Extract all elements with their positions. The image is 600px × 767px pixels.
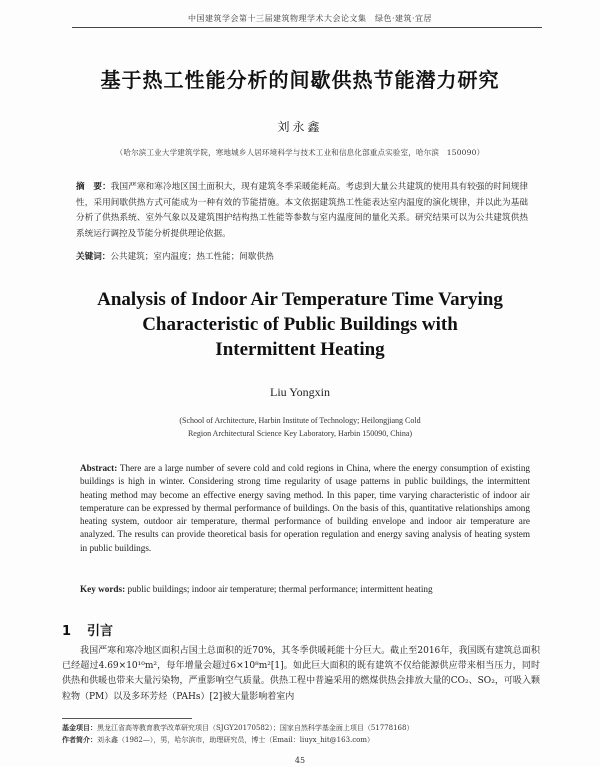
english-keywords-text: public buildings; indoor air temperature; thermal performance; intermittent heating [127, 584, 433, 594]
author-bio-note [62, 734, 540, 746]
english-affiliation-line: (School of Architecture, Harbin Institute of Technology; Heilongjiang Cold [179, 416, 421, 425]
chinese-abstract-label: 摘 要： [76, 182, 111, 192]
chinese-title: 基于热工性能分析的间歇供热节能潜力研究 [100, 68, 500, 92]
english-title [60, 287, 540, 362]
footnote [62, 722, 540, 746]
english-keywords [80, 583, 530, 596]
chinese-keywords [76, 250, 528, 265]
funding-text: 黑龙江省高等教育教学改革研究项目（SJGY20170582）；国家自然科学基金面上项目（51778168） [97, 724, 414, 732]
english-keywords-label: Key words: [80, 584, 126, 594]
running-header: 中国建筑学会第十三届建筑物理学术大会论文集 绿色·建筑·宜居 [187, 14, 433, 23]
english-abstract-text: There are a large number of severe cold and cold regions in China, where the energy consumption of existing buildings is high in winter. Considering strong time regularity of usage patterns in public buildings, the intermittent heating method may become an effective energy saving method. In this paper, time varying characteristic of indoor air temperature can be expressed by thermal performance of buildings. On the basis of this, quantitative relationships among heating system, outdoor air temperature, thermal performance of building envelope and indoor air temperature are analyzed. The results can provide theoretical basis for operation regulation and energy saving analysis of heating system in public buildings. [80, 463, 531, 553]
english-title-line: Intermittent Heating [215, 339, 385, 360]
english-author: Liu Yongxin [269, 385, 331, 399]
chinese-abstract [76, 180, 528, 242]
footnote-rule [62, 718, 192, 719]
english-affiliation-line: Region Architectural Science Key Laboratory, Harbin 150090, China) [187, 429, 413, 438]
funding-label: 基金项目： [62, 723, 97, 732]
english-title-line: Analysis of Indoor Air Temperature Time Varying [97, 289, 503, 310]
chinese-abstract-text: 我国严寒和寒冷地区国土面积大，现有建筑冬季采暖能耗高。考虑到大量公共建筑的使用具有较强的时间规律性，采用间歇供热方式可能成为一种有效的节能措施。本文依据建筑热工性能表达室内温度的演化规律，并以此为基础分析了供热系统、室外气象以及建筑围护结构热工性能等参数与室内温度间的量化关系。研究结果可以为公共建筑供热系统运行调控及节能分析提供理论依据。 [76, 182, 528, 239]
chinese-author: 刘永鑫 [277, 120, 323, 134]
english-affiliation [80, 414, 520, 440]
introduction-paragraph: 我国严寒和寒冷地区面积占国土总面积的近70%，其冬季供暖耗能十分巨大。截止至2016年，我国既有建筑总面积已经超过4.69×10¹⁰m²，每年增量会超过6×10⁸m²[1]。如此巨大面积的既有建筑不仅给能源供应带来相当压力，同时供热和供暖也带来大量污染物，严重影响空气质量。供热工程中普遍采用的燃煤供热会排放大量的CO₂、SO₂，可吸入颗粒物（PM）以及多环芳烃（PAHs）[2]被大量影响着室内 [62, 646, 540, 702]
page-number: 45 [294, 756, 306, 765]
chinese-keywords-label: 关键词： [76, 252, 111, 262]
header-rule [72, 27, 542, 28]
english-title-line: Characteristic of Public Buildings with [142, 314, 458, 335]
english-abstract [80, 462, 530, 555]
funding-note [62, 722, 540, 734]
author-bio-text: 刘永鑫（1982—），男，哈尔滨市，助理研究员，博士（Email：liuyx_hit@163.com） [97, 736, 375, 744]
section-number: 1 [62, 624, 72, 639]
author-bio-label: 作者简介： [62, 735, 97, 744]
chinese-keywords-text: 公共建筑；室内温度；热工性能；间歇供热 [110, 252, 274, 262]
section-title: 引言 [87, 624, 114, 639]
chinese-affiliation: （哈尔滨工业大学建筑学院，寒地城乡人居环境科学与技术工业和信息化部重点实验室，哈尔滨 150090） [115, 148, 485, 157]
english-abstract-label: Abstract: [80, 463, 118, 473]
section-heading [62, 620, 113, 639]
